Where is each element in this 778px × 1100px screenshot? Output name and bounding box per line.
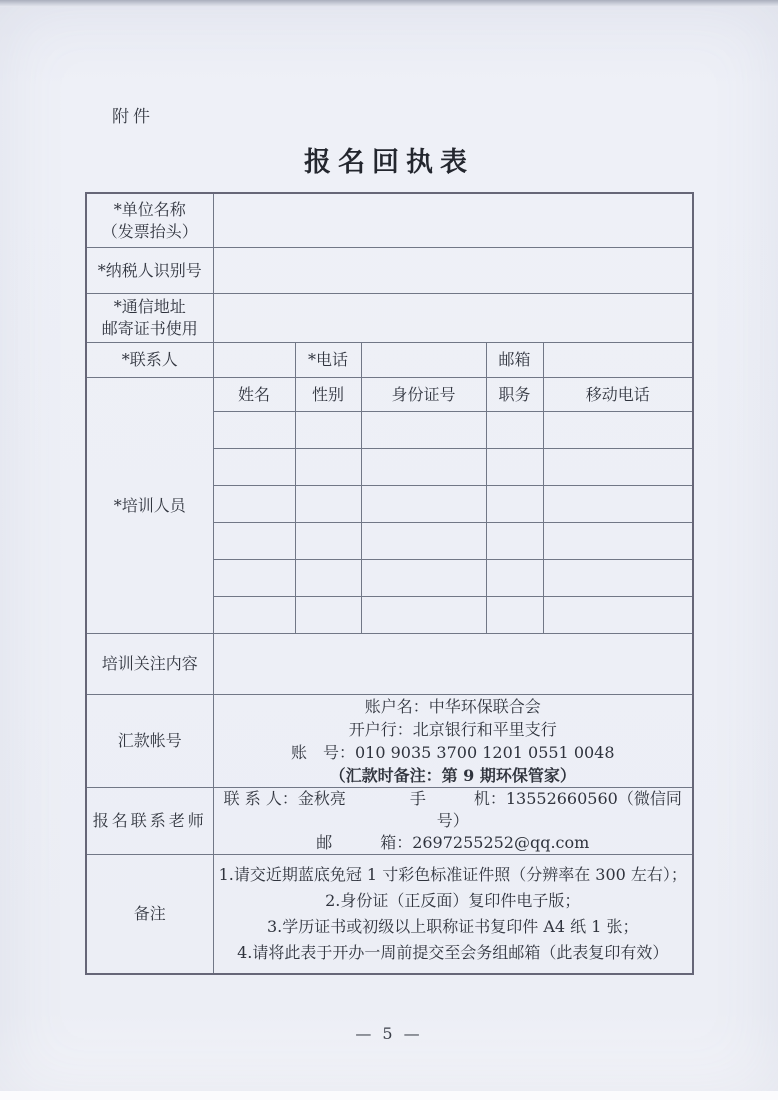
trainee-name-cell [213,449,295,486]
trainee-gender-cell [295,597,361,634]
unit-name-label-line1: *单位名称 [113,199,186,219]
attachment-label: 附件 [112,107,154,127]
remark-item-1: 1.请交近期蓝底免冠 1 寸彩色标准证件照（分辨率在 300 左右）； [218,865,687,884]
address-value-cell [213,294,693,343]
trainee-name-cell [213,523,295,560]
trainee-position-cell [486,449,543,486]
address-label-line2: 邮寄证书使用 [101,319,198,338]
trainee-position-cell [486,486,543,523]
row-registration-contact [86,788,693,855]
trainee-mobile-cell [543,523,693,560]
trainee-name-cell [213,560,295,597]
trainee-gender-cell [295,486,361,523]
trainee-col-name: 姓名 [213,378,295,412]
unit-name-value-cell [213,193,693,248]
row-remittance-account [86,695,693,788]
scan-bottom-edge [0,1091,778,1100]
taxpayer-id-label-cell: *纳税人识别号 [86,248,213,294]
trainee-position-cell [486,560,543,597]
trainee-id-cell [361,486,486,523]
trainee-position-cell [486,412,543,449]
remark-item-2: 2.身份证（正反面）复印件电子版； [325,891,581,910]
contact-phone-value-cell [361,343,486,378]
trainee-gender-cell [295,412,361,449]
registration-contact-email: 邮 箱：2697255252@qq.com [316,833,590,852]
trainee-id-cell [361,523,486,560]
trainee-mobile-cell [543,486,693,523]
remarks-label-cell: 备注 [86,855,213,975]
trainees-label-cell: *培训人员 [86,378,213,634]
remittance-label-cell: 汇款帐号 [86,695,213,788]
trainee-col-mobile: 移动电话 [543,378,693,412]
remittance-account-name: 账户名：中华环保联合会 [364,697,541,716]
trainee-id-cell [361,597,486,634]
trainee-name-cell [213,486,295,523]
unit-name-label-cell [86,193,213,248]
row-trainee-header [86,378,693,412]
trainee-id-cell [361,412,486,449]
trainee-col-gender: 性别 [295,378,361,412]
remark-item-4: 4.请将此表于开办一周前提交至会务组邮箱（此表复印有效） [237,943,669,962]
trainee-mobile-cell [543,560,693,597]
row-mailing-address [86,294,693,343]
trainee-position-cell [486,523,543,560]
remittance-info-cell [213,695,693,788]
remittance-account-number: 账 号：010 9035 3700 1201 0551 0048 [290,743,615,762]
contact-name-value-cell [213,343,295,378]
registration-form-table [85,192,694,975]
contact-label-cell: *联系人 [86,343,213,378]
trainee-name-cell [213,412,295,449]
trainee-gender-cell [295,523,361,560]
row-contact-person [86,343,693,378]
remittance-bank: 开户行：北京银行和平里支行 [348,720,557,739]
row-taxpayer-id [86,248,693,294]
contact-email-label-cell: 邮箱 [486,343,543,378]
focus-label-cell: 培训关注内容 [86,634,213,695]
form-title: 报名回执表 [304,147,474,178]
trainee-mobile-cell [543,412,693,449]
remark-item-3: 3.学历证书或初级以上职称证书复印件 A4 纸 1 张； [266,917,639,936]
trainee-position-cell [486,597,543,634]
trainee-mobile-cell [543,449,693,486]
row-training-focus [86,634,693,695]
address-label-cell [86,294,213,343]
address-label-line1: *通信地址 [113,297,186,316]
unit-name-label-line2: （发票抬头） [101,221,198,241]
trainee-name-cell [213,597,295,634]
row-unit-name [86,193,693,248]
focus-value-cell [213,634,693,695]
contact-phone-label-cell: *电话 [295,343,361,378]
taxpayer-id-value-cell [213,248,693,294]
registration-contact-info-cell [213,788,693,855]
scan-top-edge [0,0,778,7]
trainee-mobile-cell [543,597,693,634]
remarks-content-cell [213,855,693,975]
trainee-col-id-number: 身份证号 [361,378,486,412]
registration-contact-label-cell: 报名联系老师 [86,788,213,855]
contact-email-value-cell [543,343,693,378]
trainee-gender-cell [295,560,361,597]
page-number: — 5 — [355,1024,423,1043]
remittance-memo: （汇款时备注：第 9 期环保管家） [329,766,576,785]
trainee-id-cell [361,560,486,597]
trainee-gender-cell [295,449,361,486]
row-remarks [86,855,693,975]
trainee-col-position: 职务 [486,378,543,412]
registration-contact-person-phone: 联 系 人：金秋亮 手 机：13552660560（微信同号） [223,789,682,830]
trainee-id-cell [361,449,486,486]
